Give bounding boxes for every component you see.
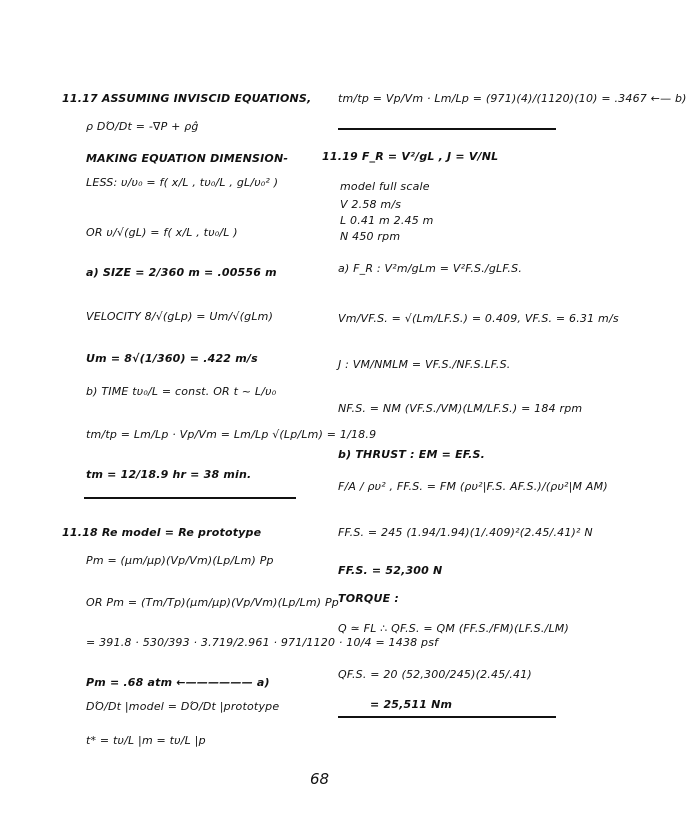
torque-relation: Q ≃ FL ∴ QF.S. = QM (FF.S./FM)(LF.S./LM) bbox=[338, 622, 569, 635]
thrust-computation: FF.S. = 245 (1.94/1.94)(1/.409)²(2.45/.41)² N bbox=[338, 526, 593, 539]
model-pressure-result: Pm = .68 atm ←—————— a) bbox=[86, 676, 270, 689]
thrust-result: FF.S. = 52,300 N bbox=[338, 564, 443, 577]
section-divider-right-bottom bbox=[338, 716, 556, 718]
row-length: L 0.41 m 2.45 m bbox=[340, 214, 434, 227]
model-velocity: Um = 8√(1/360) = .422 m/s bbox=[86, 352, 258, 365]
dimensionless-intro: MAKING EQUATION DIMENSION- bbox=[86, 152, 289, 165]
velocity-relation: VELOCITY 8/√(gLp) = Um/√(gLm) bbox=[86, 310, 274, 323]
section-divider-left bbox=[84, 497, 296, 499]
froude-equality: a) F_R : V²m/gLm = V²F.S./gLF.S. bbox=[338, 262, 523, 275]
problem-11-17-heading: 11.17 ASSUMING INVISCID EQUATIONS, bbox=[62, 92, 312, 105]
dimensionless-form-1: LESS: υ/υ₀ = f( x/L , tυ₀/L , gL/υ₀² ) bbox=[86, 176, 279, 189]
pressure-computation: = 391.8 · 530/393 · 3.719/2.961 · 971/1120 · 10/4 = 1438 psf bbox=[86, 636, 439, 649]
problem-11-18-heading: 11.18 Re model = Re prototype bbox=[62, 526, 262, 539]
pressure-relation-1: Pm = (μm/μp)(Vp/Vm)(Lp/Lm) Pp bbox=[86, 554, 274, 567]
row-speed: N 450 rpm bbox=[340, 230, 401, 243]
section-divider-right-top bbox=[338, 128, 556, 130]
full-scale-rpm: NF.S. = NM (VF.S./VM)(LM/LF.S.) = 184 rpm bbox=[338, 402, 583, 415]
torque-result: = 25,511 Nm bbox=[370, 698, 453, 711]
time-ratio-result: tm/tp = Vp/Vm · Lm/Lp = (971)(4)/(1120)(10) = .3467 ←— b) bbox=[338, 92, 687, 105]
advance-ratio-equality: J : VM/NMLM = VF.S./NF.S.LF.S. bbox=[338, 358, 511, 371]
size-result: a) SIZE = 2/360 m = .00556 m bbox=[86, 266, 277, 279]
model-time: tm = 12/18.9 hr = 38 min. bbox=[86, 468, 252, 481]
velocity-ratio: Vm/VF.S. = √(Lm/LF.S.) = 0.409, VF.S. = 6.31 m/s bbox=[338, 312, 619, 325]
torque-heading: TORQUE : bbox=[338, 592, 399, 605]
table-header: model full scale bbox=[340, 180, 430, 193]
dimensionless-form-2: OR υ/√(gL) = f( x/L , tυ₀/L ) bbox=[86, 226, 238, 239]
thrust-relation: F/A / ρυ² , FF.S. = FM (ρυ²|F.S. AF.S.)/(ρυ²|M AM) bbox=[338, 480, 608, 493]
page-number: 68 bbox=[309, 770, 330, 788]
pressure-relation-2: OR Pm = (Tm/Tp)(μm/μp)(Vp/Vm)(Lp/Lm) Pp bbox=[86, 596, 339, 609]
time-ratio: tm/tp = Lm/Lp · Vp/Vm = Lm/Lp √(Lp/Lm) = 1/18.9 bbox=[86, 428, 377, 441]
torque-computation: QF.S. = 20 (52,300/245)(2.45/.41) bbox=[338, 668, 532, 681]
time-scaling: b) TIME tυ₀/L = const. OR t ~ L/υ₀ bbox=[86, 385, 277, 398]
dimensionless-time: t* = tυ/L |m = tυ/L |p bbox=[86, 734, 206, 747]
material-derivative-equality: DΌ/Dt |model = DΌ/Dt |prototype bbox=[86, 700, 280, 713]
thrust-equality: b) THRUST : EM = EF.S. bbox=[338, 448, 485, 461]
euler-equation: ρ DΌ/Dt = -∇P + ρĝ bbox=[86, 120, 199, 133]
row-velocity: V 2.58 m/s bbox=[340, 198, 402, 211]
problem-11-19-heading: 11.19 F_R = V²/gL , J = V/NL bbox=[322, 150, 499, 163]
